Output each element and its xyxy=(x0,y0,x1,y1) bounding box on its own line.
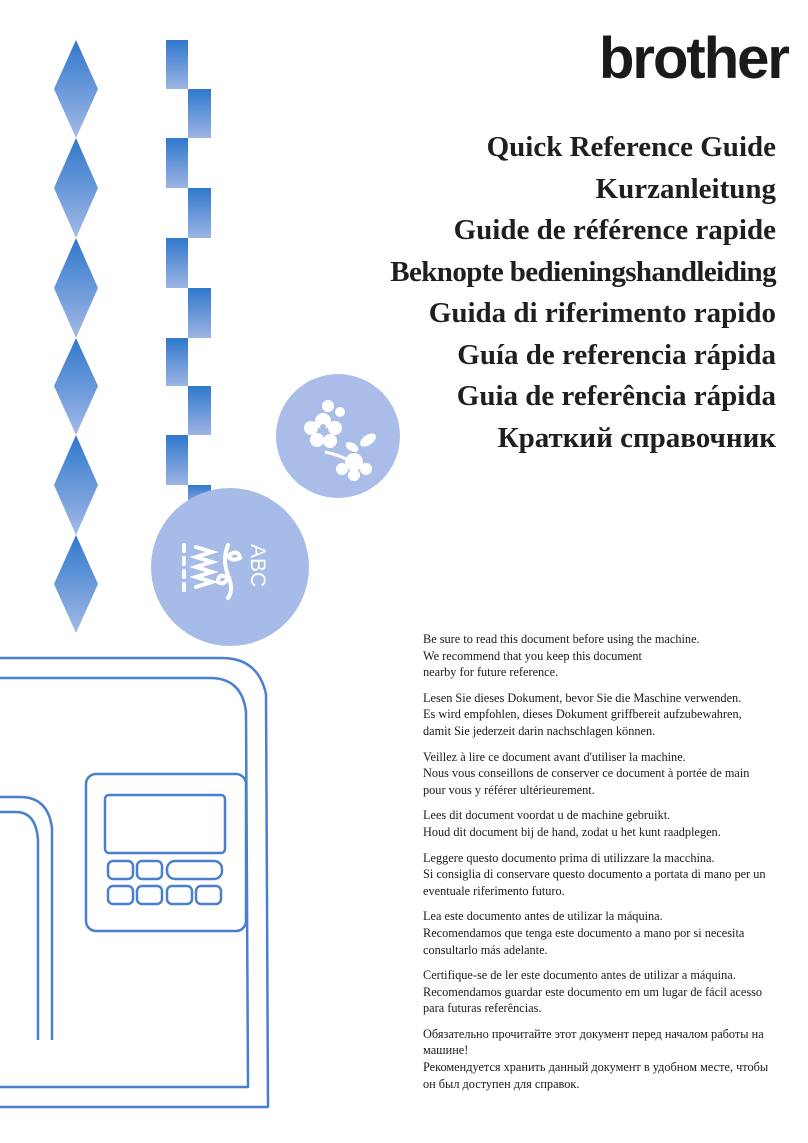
note-line: Veillez à lire ce document avant d'utiliser la machine. xyxy=(423,749,686,764)
title-dutch: Beknopte bedieningshandleiding xyxy=(390,255,776,288)
note-dutch xyxy=(423,807,785,840)
note-line: para futuras referências. xyxy=(423,1001,542,1016)
note-line: Leggere questo documento prima di utilizzare la macchina. xyxy=(423,850,715,865)
embroidery-badge xyxy=(276,374,400,498)
note-line: Recomendamos que tenga este documento a mano por si necesita xyxy=(423,925,745,940)
note-english xyxy=(423,631,785,681)
note-line: Nous vous conseillons de conserver ce document à portée de main xyxy=(423,766,750,781)
note-portuguese xyxy=(423,967,785,1017)
checker-strip xyxy=(166,40,211,507)
stitch-badge xyxy=(151,488,309,646)
note-line: Lees dit document voordat u de machine gebruikt. xyxy=(423,808,671,823)
note-line: он был доступен для справок. xyxy=(423,1076,580,1091)
note-french xyxy=(423,749,785,799)
note-russian xyxy=(423,1026,785,1092)
note-line: consultarlo más adelante. xyxy=(423,942,548,957)
note-german xyxy=(423,690,785,740)
note-line: damit Sie jederzeit darin nachschlagen können. xyxy=(423,723,656,738)
guide-titles xyxy=(390,127,776,459)
note-line: Be sure to read this document before using the machine. xyxy=(423,632,700,646)
title-portuguese: Guia de referência rápida xyxy=(456,380,776,412)
title-german: Kurzanleitung xyxy=(595,172,776,205)
note-line: nearby for future reference. xyxy=(423,665,559,680)
note-line: машине! xyxy=(423,1043,469,1058)
title-russian: Краткий справочник xyxy=(497,421,776,454)
note-italian xyxy=(423,850,785,900)
note-line: Certifique-se de ler este documento antes de utilizar a máquina. xyxy=(423,968,736,983)
note-line: Lea este documento antes de utilizar la máquina. xyxy=(423,909,663,924)
note-line: Es wird empfohlen, dieses Dokument griffbereit aufzubewahren, xyxy=(423,707,742,722)
note-line: Recomendamos guardar este documento em um lugar de fácil acesso xyxy=(423,984,763,999)
note-line: Lesen Sie dieses Dokument, bevor Sie die Maschine verwenden. xyxy=(423,690,742,705)
note-line: Обязательно прочитайте этот документ перед началом работы на xyxy=(423,1026,764,1041)
note-line: We recommend that you keep this document xyxy=(423,648,642,663)
note-line: Si consiglia di conservare questo documento a portata di mano per un xyxy=(423,867,766,882)
sewing-machine-outline xyxy=(0,658,268,1107)
title-french: Guide de référence rapide xyxy=(453,214,776,246)
title-spanish: Guía de referencia rápida xyxy=(457,338,776,371)
brand-logo: brother xyxy=(599,26,788,91)
note-line: pour vous y référer ultérieurement. xyxy=(423,782,595,797)
note-spanish xyxy=(423,908,785,958)
note-line: Рекомендуется хранить данный документ в удобном месте, чтобы xyxy=(423,1060,769,1075)
diamond-chain xyxy=(54,40,98,633)
title-english: Quick Reference Guide xyxy=(486,131,776,163)
abc-badge-label: ABC xyxy=(246,544,269,588)
note-line: Houd dit document bij de hand, zodat u het kunt raadplegen. xyxy=(423,824,721,839)
safety-notes xyxy=(423,631,785,1101)
note-line: eventuale riferimento futuro. xyxy=(423,883,565,898)
title-italian: Guida di riferimento rapido xyxy=(428,297,776,329)
